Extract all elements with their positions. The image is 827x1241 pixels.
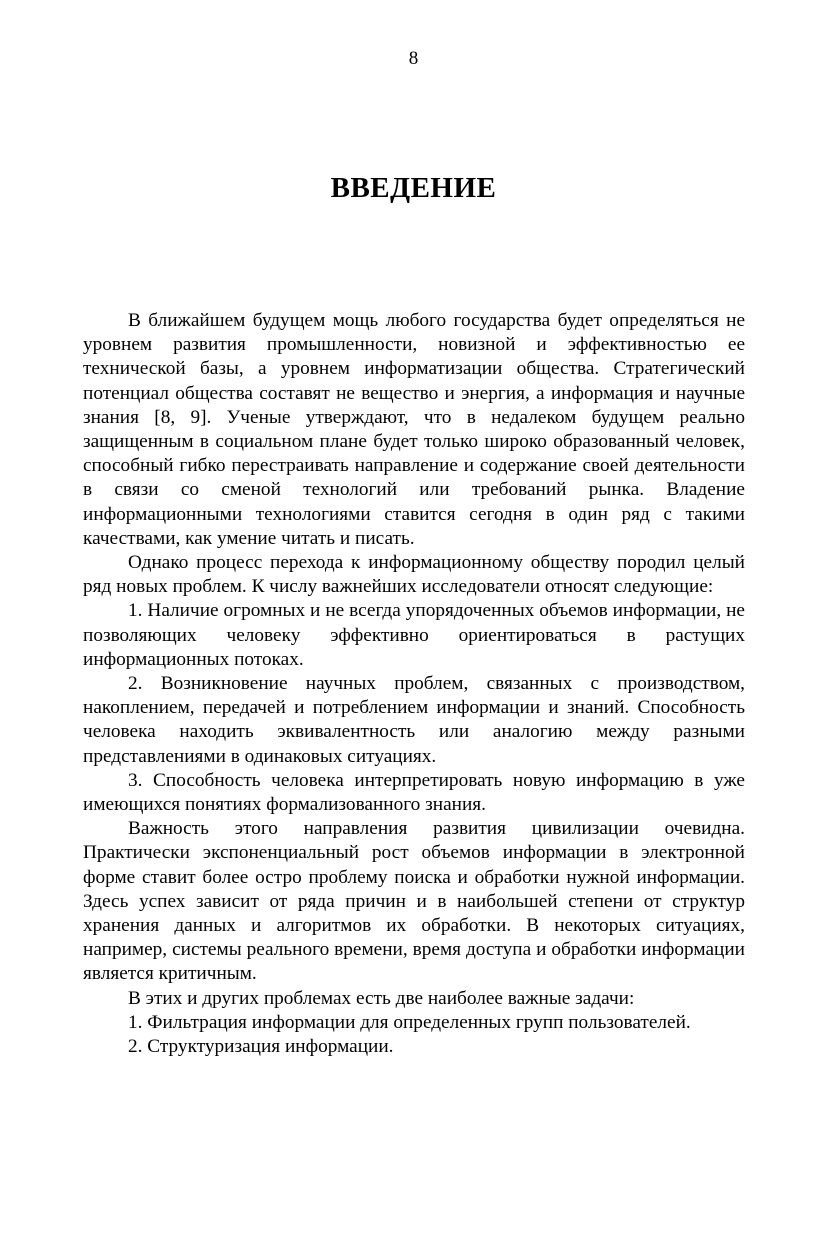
list-item: 1. Наличие огромных и не всегда упорядоченных объемов информации, не позволяющих человеку эффективно ориентироваться в растущих информационных потоках. <box>83 600 745 670</box>
page-title: ВВЕДЕНИЕ <box>330 172 497 204</box>
list-item: 3. Способность человека интерпретировать новую информацию в уже имеющихся понятиях формализованного знания. <box>83 769 745 816</box>
body-text <box>83 309 745 1059</box>
list-item: 2. Возникновение научных проблем, связанных с производством, накоплением, передачей и потреблением информации и знаний. Способность человека находить эквивалентность или аналогию между разными представлениями в одинаковых ситуациях. <box>83 673 745 767</box>
page-number: 8 <box>408 48 419 69</box>
paragraph: Важность этого направления развития цивилизации очевидна. Практически экспоненциальный рост объемов информации в электронной форме ставит более остро проблему поиска и обработки нужной информации. Здесь успех зависит от ряда причин и в наибольшей степени от структур хранения данных и алгоритмов их обработки. В некоторых ситуациях, например, системы реального времени, время доступа и обработки информации является критичным. <box>83 818 745 985</box>
list-item: 1. Фильтрация информации для определенных групп пользователей. <box>128 1011 691 1033</box>
paragraph: В ближайшем будущем мощь любого государства будет определяться не уровнем развития промышленности, новизной и эффективностью ее технической базы, а уровнем информатизации общества. Стратегический потенциал общества составят не вещество и энергия, а информация и научные знания [8, 9]. Ученые утверждают, что в недалеком будущем реально защищенным в социальном плане будет только широко образованный человек, способный гибко перестраивать направление и содержание своей деятельности в связи со сменой технологий или требований рынка. Владение информационными технологиями ставится сегодня в один ряд с такими качествами, как умение читать и писать. <box>83 310 745 549</box>
paragraph: В этих и других проблемах есть две наиболее важные задачи: <box>128 987 635 1009</box>
list-item: 2. Структуризация информации. <box>128 1036 394 1058</box>
paragraph: Однако процесс перехода к информационному обществу породил целый ряд новых проблем. К числу важнейших исследователи относят следующие: <box>83 552 745 598</box>
